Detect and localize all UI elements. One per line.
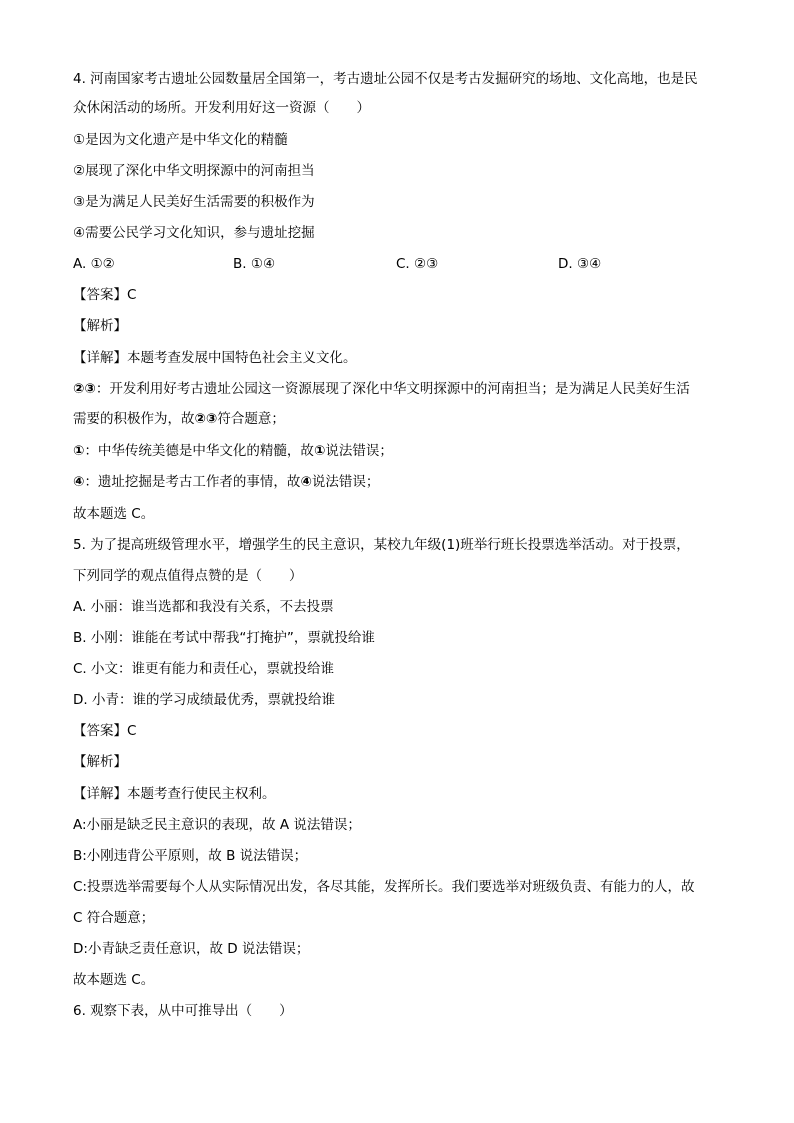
q4-exp3-text-b: 说法错误； <box>311 474 380 490</box>
q4-detail: 【详解】本题考查发展中国特色社会主义文化。 <box>73 350 357 366</box>
q5-exp-c-line2: C 符合题意； <box>73 910 155 926</box>
q4-stem-line1: 4. 河南国家考古遗址公园数量居全国第一，考古遗址公园不仅是考古发掘研究的场地、文化高地，也是民 <box>73 71 698 87</box>
q5-option-a: A. 小丽：谁当选都和我没有关系，不去投票 <box>73 599 334 615</box>
q4-item-1: ①是因为文化遗产是中华文化的精髓 <box>73 132 288 148</box>
q5-option-b: B. 小刚：谁能在考试中帮我“打掩护”，票就投给谁 <box>73 630 375 646</box>
q4-explanation-line1 <box>73 379 690 399</box>
q4-option-c: C. ②③ <box>396 256 439 272</box>
q4-explanation-line4 <box>73 472 379 492</box>
q4-exp2-text-a: ：中华传统美德是中华文化的精髓，故 <box>84 443 314 459</box>
q4-item-4: ④需要公民学习文化知识，参与遗址挖掘 <box>73 225 315 241</box>
q4-option-b: B. ①④ <box>233 256 276 272</box>
q4-exp2-text-b: 说法错误； <box>325 443 393 459</box>
q4-exp1-mark: ②③ <box>73 381 96 397</box>
q4-option-a: A. ①② <box>73 256 115 272</box>
q5-exp-b: B:小刚违背公平原则，故 B 说法错误； <box>73 848 308 864</box>
q4-exp1-line2-b: 符合题意； <box>217 411 285 427</box>
q5-stem-line1: 5. 为了提高班级管理水平，增强学生的民主意识，某校九年级(1)班举行班长投票选举活动。对于投票， <box>73 537 690 553</box>
q5-exp-a: A:小丽是缺乏民主意识的表现，故 A 说法错误； <box>73 817 361 833</box>
q5-analysis-label: 【解析】 <box>73 754 127 770</box>
q4-option-d: D. ③④ <box>558 256 602 272</box>
q4-explanation-line3 <box>73 441 393 461</box>
q4-exp2-text-mark: ① <box>313 443 326 459</box>
q5-exp-d: D:小青缺乏责任意识，故 D 说法错误； <box>73 941 310 957</box>
q5-option-d: D. 小青：谁的学习成绩最优秀，票就投给谁 <box>73 692 335 708</box>
q5-conclusion: 故本题选 C。 <box>73 972 155 988</box>
q4-exp1-line2-a: 需要的积极作为，故 <box>73 411 195 427</box>
q5-detail: 【详解】本题考查行使民主权利。 <box>73 786 276 802</box>
q4-exp3-text-a: ：遗址挖掘是考古工作者的事情，故 <box>84 474 301 490</box>
q4-exp1-line2-mark: ②③ <box>194 411 218 427</box>
q5-option-c: C. 小文：谁更有能力和责任心，票就投给谁 <box>73 661 335 677</box>
q4-exp1-text: ：开发利用好考古遗址公园这一资源展现了深化中华文明探源中的河南担当；是为满足人民美好生活 <box>95 381 690 397</box>
q4-item-2: ②展现了深化中华文明探源中的河南担当 <box>73 163 315 179</box>
q4-answer: 【答案】C <box>73 287 137 303</box>
q4-item-3: ③是为满足人民美好生活需要的积极作为 <box>73 194 315 210</box>
q4-explanation-line2 <box>73 409 285 429</box>
q4-stem-line2: 众休闲活动的场所。开发利用好这一资源（ ） <box>73 100 370 116</box>
q4-exp2-mark: ① <box>73 443 85 459</box>
q4-exp3-text-mark: ④ <box>300 474 312 490</box>
q5-stem-line2: 下列同学的观点值得点赞的是（ ） <box>73 568 303 584</box>
q5-answer: 【答案】C <box>73 723 137 739</box>
q5-exp-c-line1: C:投票选举需要每个人从实际情况出发，各尽其能，发挥所长。我们要选举对班级负责、有能力的人，故 <box>73 879 695 895</box>
q6-stem: 6. 观察下表，从中可推导出（ ） <box>73 1003 293 1019</box>
q4-analysis-label: 【解析】 <box>73 318 127 334</box>
q4-conclusion: 故本题选 C。 <box>73 506 155 522</box>
q4-exp3-mark: ④ <box>73 474 85 490</box>
